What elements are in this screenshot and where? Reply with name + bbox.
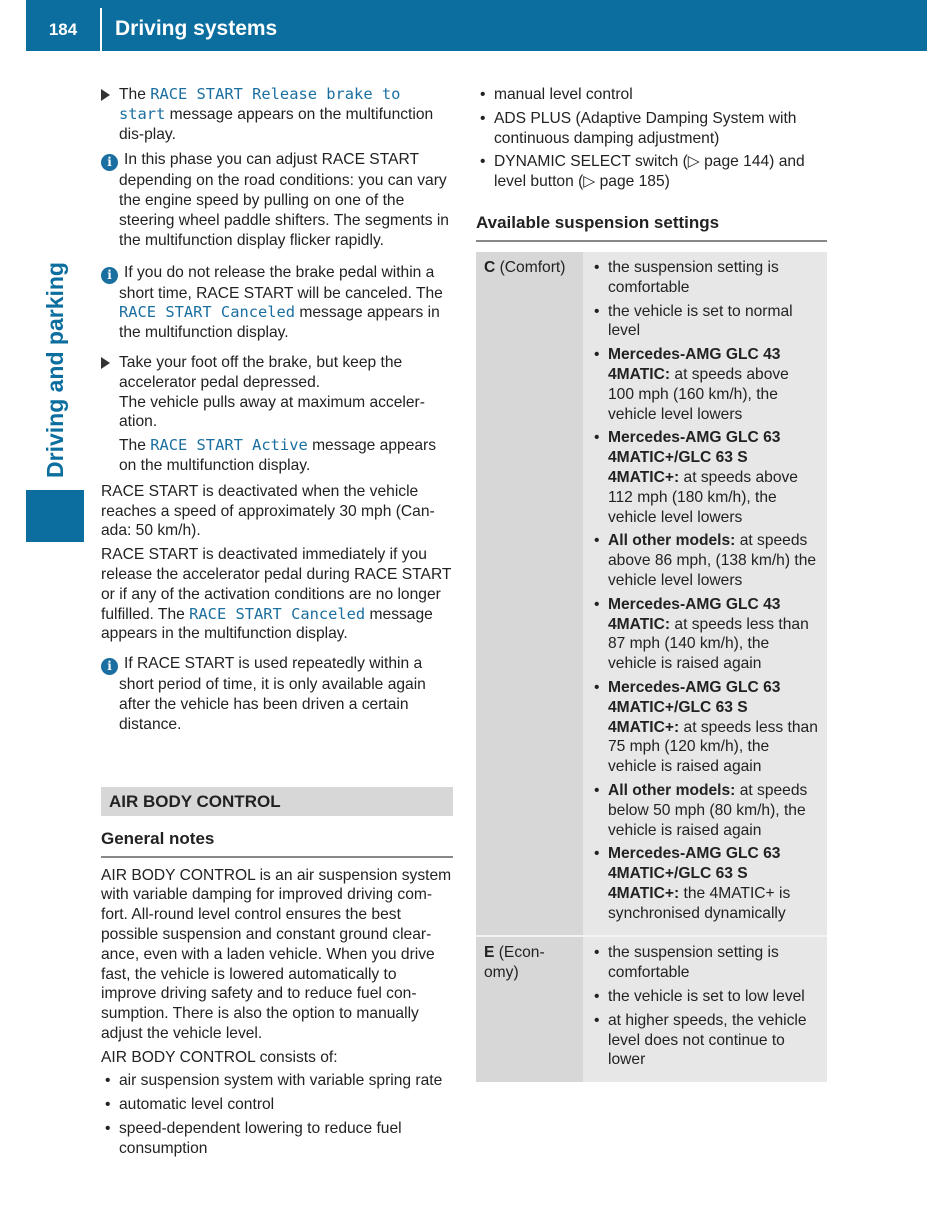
- info-text: In this phase you can adjust RACE START depending on the road conditions: you can vary the engine speed by pulling on one of the steering wheel paddle shifters. The segments in the multifunction display flicker rapidly.: [119, 151, 449, 249]
- section-heading: AIR BODY CONTROL: [101, 787, 453, 816]
- info-icon: i: [101, 267, 118, 284]
- component-list: [101, 1071, 453, 1158]
- body-paragraph: RACE START is deactivated when the vehicle reaches a speed of approximately 30 mph (Can-ada: 50 km/h).: [101, 482, 435, 540]
- description-cell: [583, 936, 827, 1082]
- body-paragraph: AIR BODY CONTROL consists of:: [101, 1048, 338, 1066]
- side-tab-label: Driving and parking: [42, 262, 68, 478]
- info-note: [101, 263, 453, 343]
- step-arrow-icon: [101, 89, 110, 101]
- display-message: RACE START Active: [150, 436, 308, 455]
- body-paragraph: AIR BODY CONTROL is an air suspension system with variable damping for improved driving com-fort. All-round level control ensures the best possible suspension and constant ground clear-ance, even with a laden vehicle. When you drive fast, the vehicle is lowered automatically to improve driving safety and to reduce fuel con-sumption. There is also the option to manually adjust the vehicle level.: [101, 866, 452, 1042]
- left-column: [101, 85, 453, 1163]
- step-text: Take your foot off the brake, but keep the accelerator pedal depressed.: [119, 353, 403, 391]
- display-message: RACE START Canceled: [189, 604, 366, 623]
- list-item: • Mercedes-AMG GLC 63 4MATIC+/GLC 63 S 4MATIC+: at speeds less than 75 mph (120 km/h), the vehicle is raised again: [591, 678, 819, 777]
- list-item: • at higher speeds, the vehicle level does not continue to lower: [591, 1011, 819, 1070]
- body-paragraph: RACE START is deactivated immediately if you release the accelerator pedal during RACE START or if any of the activation conditions are no longer fulfilled. The RACE START Canceled message appears in the multifunction display.: [101, 546, 452, 643]
- info-icon: i: [101, 658, 118, 675]
- list-item: • All other models: at speeds below 50 mph (80 km/h), the vehicle is raised again: [591, 781, 819, 840]
- page-title: Driving systems: [115, 17, 278, 40]
- table-row: [476, 252, 827, 937]
- suspension-settings-table: [476, 252, 827, 1082]
- list-item: • DYNAMIC SELECT switch (▷ page 144) and level button (▷ page 185): [476, 152, 827, 192]
- display-message: RACE START Release brake to start: [119, 85, 401, 123]
- subsection-heading: General notes: [101, 828, 453, 858]
- list-item: • Mercedes-AMG GLC 43 4MATIC: at speeds above 100 mph (160 km/h), the vehicle level lowers: [591, 345, 819, 424]
- info-text: If RACE START is used repeatedly within a short period of time, it is only available again after the vehicle has been driven a certain distance.: [119, 655, 426, 733]
- list-item: • manual level control: [476, 85, 827, 105]
- step-arrow-icon: [101, 357, 110, 369]
- instruction-step: [101, 353, 453, 476]
- subsection-heading: Available suspension settings: [476, 212, 827, 242]
- list-item: • ADS PLUS (Adaptive Damping System with continuous damping adjustment): [476, 109, 827, 149]
- info-text: message appears in the multifunction display.: [119, 304, 440, 342]
- list-item: • air suspension system with variable spring rate: [101, 1071, 453, 1091]
- list-item: • the vehicle is set to low level: [591, 987, 819, 1007]
- step-result: The RACE START Active message appears on the multifunction display.: [119, 436, 437, 474]
- display-message: RACE START Canceled: [119, 303, 296, 322]
- table-row: [476, 936, 827, 1082]
- mode-cell: E (Econ-omy): [476, 936, 583, 1082]
- side-tab-marker: [26, 490, 84, 542]
- info-note: [101, 150, 453, 250]
- page-number: 184: [48, 20, 78, 39]
- list-item: • the suspension setting is comfortable: [591, 258, 819, 298]
- step-result: The vehicle pulls away at maximum acceler-ation.: [119, 393, 425, 431]
- description-cell: [583, 252, 827, 937]
- info-icon: i: [101, 154, 118, 171]
- step-text: The: [119, 86, 151, 103]
- list-item: • Mercedes-AMG GLC 63 4MATIC+/GLC 63 S 4MATIC+: at speeds above 112 mph (180 km/h), the vehicle level lowers: [591, 428, 819, 527]
- list-item: • the suspension setting is comfortable: [591, 943, 819, 983]
- right-column: [476, 85, 827, 1082]
- component-list: [476, 85, 827, 192]
- info-text: If you do not release the brake pedal within a short time, RACE START will be canceled. The: [119, 263, 443, 302]
- list-item: • Mercedes-AMG GLC 63 4MATIC+/GLC 63 S 4MATIC+: the 4MATIC+ is synchronised dynamically: [591, 844, 819, 923]
- list-item: • the vehicle is set to normal level: [591, 302, 819, 342]
- list-item: • Mercedes-AMG GLC 43 4MATIC: at speeds less than 87 mph (140 km/h), the vehicle is raised again: [591, 595, 819, 674]
- list-item: • All other models: at speeds above 86 mph, (138 km/h) the vehicle level lowers: [591, 531, 819, 590]
- list-item: • automatic level control: [101, 1095, 453, 1115]
- header-divider: [100, 8, 102, 51]
- info-note: [101, 654, 453, 734]
- mode-cell: C (Comfort): [476, 252, 583, 937]
- list-item: • speed-dependent lowering to reduce fuel consumption: [101, 1119, 453, 1159]
- instruction-step: [101, 85, 453, 144]
- step-text: message appears on the multifunction dis-play.: [119, 105, 434, 143]
